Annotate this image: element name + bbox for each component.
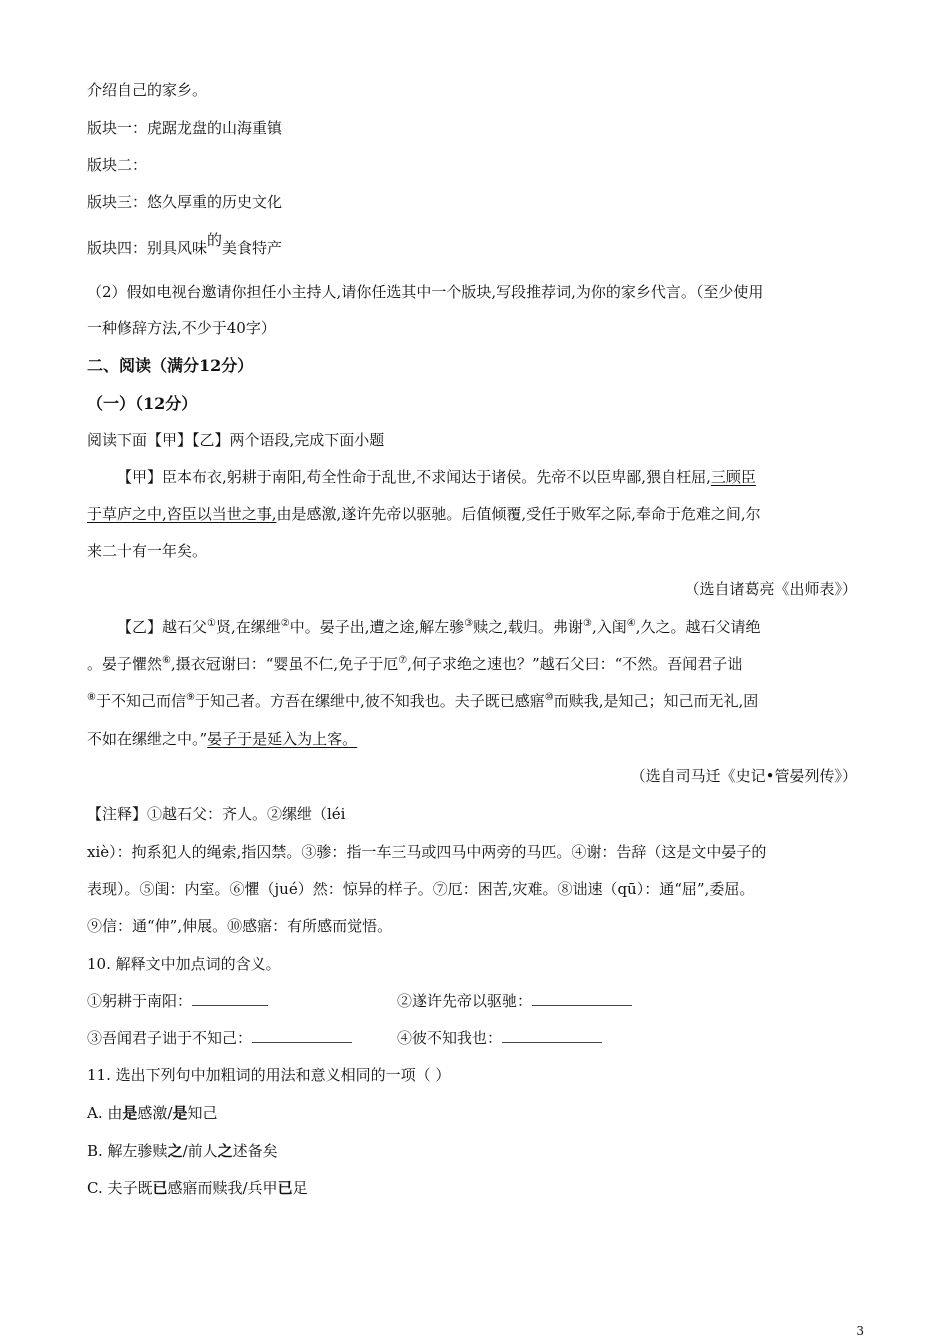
q11-option-c[interactable]: C. 夫子既已感寤而赎我/兵甲已足 (87, 1179, 308, 1197)
q10-c-blank[interactable] (252, 1028, 352, 1043)
task2-line1: （2）假如电视台邀请你担任小主持人,请你任选其中一个版块,写段推荐词,为你的家乡代言。（至少使用 (87, 283, 764, 301)
notes-line-1: 【注释】①越石父：齐人。②缧绁（léi (87, 805, 346, 823)
q10-row-1: ①躬耕于南阳： (87, 991, 268, 1011)
section-3: 版块三：悠久厚重的历史文化 (87, 193, 283, 211)
yi-source: （选自司马迁《史记•管晏列传》） (630, 767, 857, 785)
section-1: 版块一：虎踞龙盘的山海重镇 (87, 119, 283, 137)
reading-instruction: 阅读下面【甲】【乙】两个语段,完成下面小题 (87, 431, 385, 449)
q10-row-1b: ②遂许先帝以驱驰： (397, 991, 632, 1011)
yi-line-1: 【乙】越石父①贤,在缧绁②中。晏子出,遭之途,解左骖③赎之,载归。弗谢③,入闺④,久之。越石父请绝 (117, 618, 761, 636)
jia-line-2: 于草庐之中,咨臣以当世之事,由是感激,遂许先帝以驱驰。后值倾覆,受任于败军之际,奉命于危难之间,尔 (87, 505, 761, 523)
jia-underlined-2: 于草庐之中,咨臣以当世之事, (87, 505, 277, 523)
yi-line-3: ⑧于不知己而信⑨于知己者。方吾在缧绁中,彼不知我也。夫子既已感寤⑩而赎我,是知己；知己而无礼,固 (87, 692, 759, 710)
yi-underlined: 晏子于是延入为上客。 (207, 730, 358, 748)
jia-line-3: 来二十有一年矣。 (87, 542, 208, 560)
jia-line-1: 【甲】臣本布衣,躬耕于南阳,苟全性命于乱世,不求闻达于诸侯。先帝不以臣卑鄙,猥自枉屈,三顾臣 (117, 468, 756, 486)
section-2: 版块二： (87, 156, 148, 174)
q10-a-blank[interactable] (192, 991, 268, 1006)
notes-line-2: xiè）：拘系犯人的绳索,指囚禁。③骖：指一车三马或四马中两旁的马匹。④谢：告辞（这是文中晏子的 (87, 843, 767, 861)
notes-line-4: ⑨信：通“伸”,伸展。⑩感寤：有所感而觉悟。 (87, 917, 393, 935)
jia-underlined-1: 三顾臣 (710, 468, 756, 486)
notes-line-3: 表现）。⑤闺：内室。⑥懼（jué）然：惊异的样子。⑦厄：困苦,灾难。⑧诎速（qū）：通“屈”,委屈。 (87, 880, 755, 898)
yi-line-2: 。晏子懼然⑥,摄衣冠谢曰：“婴虽不仁,免子于厄⑦,何子求绝之速也？”越石父曰：“不然。吾闻君子诎 (87, 655, 743, 673)
reading-heading: 二、阅读（满分12分） (87, 356, 254, 375)
task2-line2: 一种修辞方法,不少于40字） (87, 319, 276, 337)
page-number: 3 (856, 1324, 864, 1338)
q10-d-blank[interactable] (502, 1028, 602, 1043)
jia-source: （选自诸葛亮《出师表》） (684, 580, 857, 598)
q10-row-2: ③吾闻君子诎于不知己： (87, 1028, 352, 1048)
intro-line: 介绍自己的家乡。 (87, 81, 208, 99)
yi-line-4: 不如在缧绁之中。”晏子于是延入为上客。 (87, 730, 358, 748)
q10-b-blank[interactable] (532, 991, 632, 1006)
q10-stem: 10. 解释文中加点词的含义。 (87, 955, 281, 973)
q11-option-a[interactable]: A. 由是感激/是知己 (87, 1104, 218, 1122)
q11-option-b[interactable]: B. 解左骖赎之/前人之述备矣 (87, 1142, 278, 1160)
reading-subheading: （一）（12分） (87, 394, 198, 413)
q11-stem: 11. 选出下列句中加粗词的用法和意义相同的一项（ ） (87, 1066, 451, 1084)
section-4: 版块四：别具风味的美食特产 (87, 231, 283, 257)
q10-row-2b: ④彼不知我也： (397, 1028, 602, 1048)
